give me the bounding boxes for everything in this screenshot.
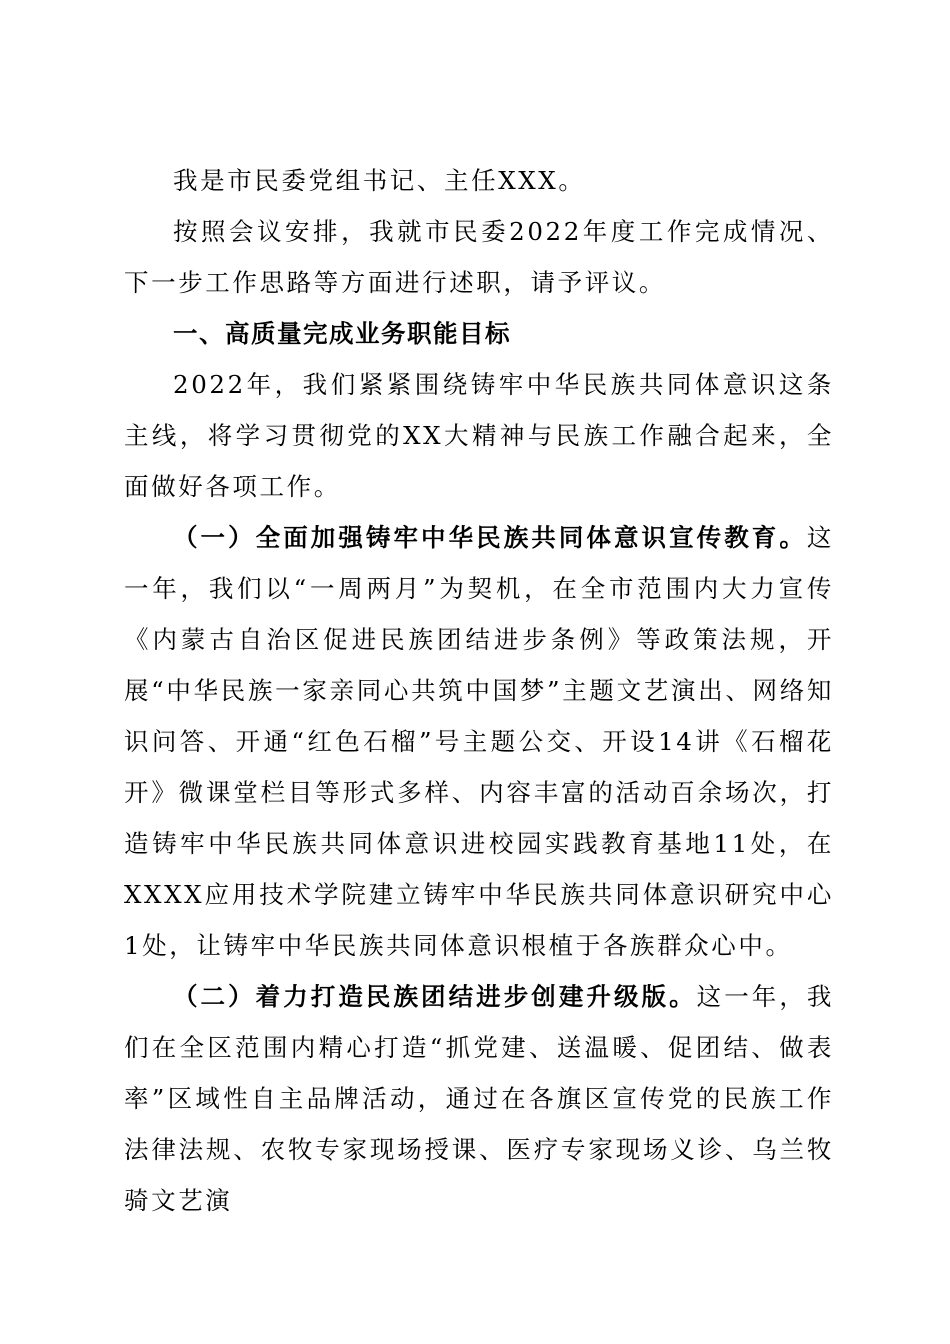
purpose-paragraph: 按照会议安排，我就市民委2022年度工作完成情况、下一步工作思路等方面进行述职，请予评议。 [124, 217, 834, 297]
subsection-2-body: 这一年，我们在全区范围内精心打造“抓党建、送温暖、促团结、做表率”区域性自主品牌活动，通过在各旗区宣传党的民族工作法律法规、农牧专家现场授课、医疗专家现场义诊、乌兰牧骑文艺演 [124, 982, 834, 1215]
section-heading: 一、高质量完成业务职能目标 [173, 319, 511, 348]
intro-paragraph: 我是市民委党组书记、主任XXX。 [173, 166, 586, 195]
overview-paragraph: 2022年，我们紧紧围绕铸牢中华民族共同体意识这条主线，将学习贯彻党的XX大精神与民族工作融合起来，全面做好各项工作。 [124, 370, 834, 501]
document-body [124, 155, 834, 1226]
subsection-1-paragraph [124, 512, 834, 971]
subsection-2-title: （二）着力打造民族团结进步创建升级版。 [173, 982, 697, 1011]
subsection-2-paragraph [124, 971, 834, 1226]
subsection-1-title: （一）全面加强铸牢中华民族共同体意识宣传教育。 [173, 523, 807, 552]
subsection-1-body: 这一年，我们以“一周两月”为契机，在全市范围内大力宣传《内蒙古自治区促进民族团结进步条例》等政策法规，开展“中华民族一家亲同心共筑中国梦”主题文艺演出、网络知识问答、开通“红色石榴”号主题公交、开设14讲《石榴花开》微课堂栏目等形式多样、内容丰富的活动百余场次，打造铸牢中华民族共同体意识进校园实践教育基地11处，在XXXX应用技术学院建立铸牢中华民族共同体意识研究中心1处，让铸牢中华民族共同体意识根植于各族群众心中。 [124, 523, 834, 960]
